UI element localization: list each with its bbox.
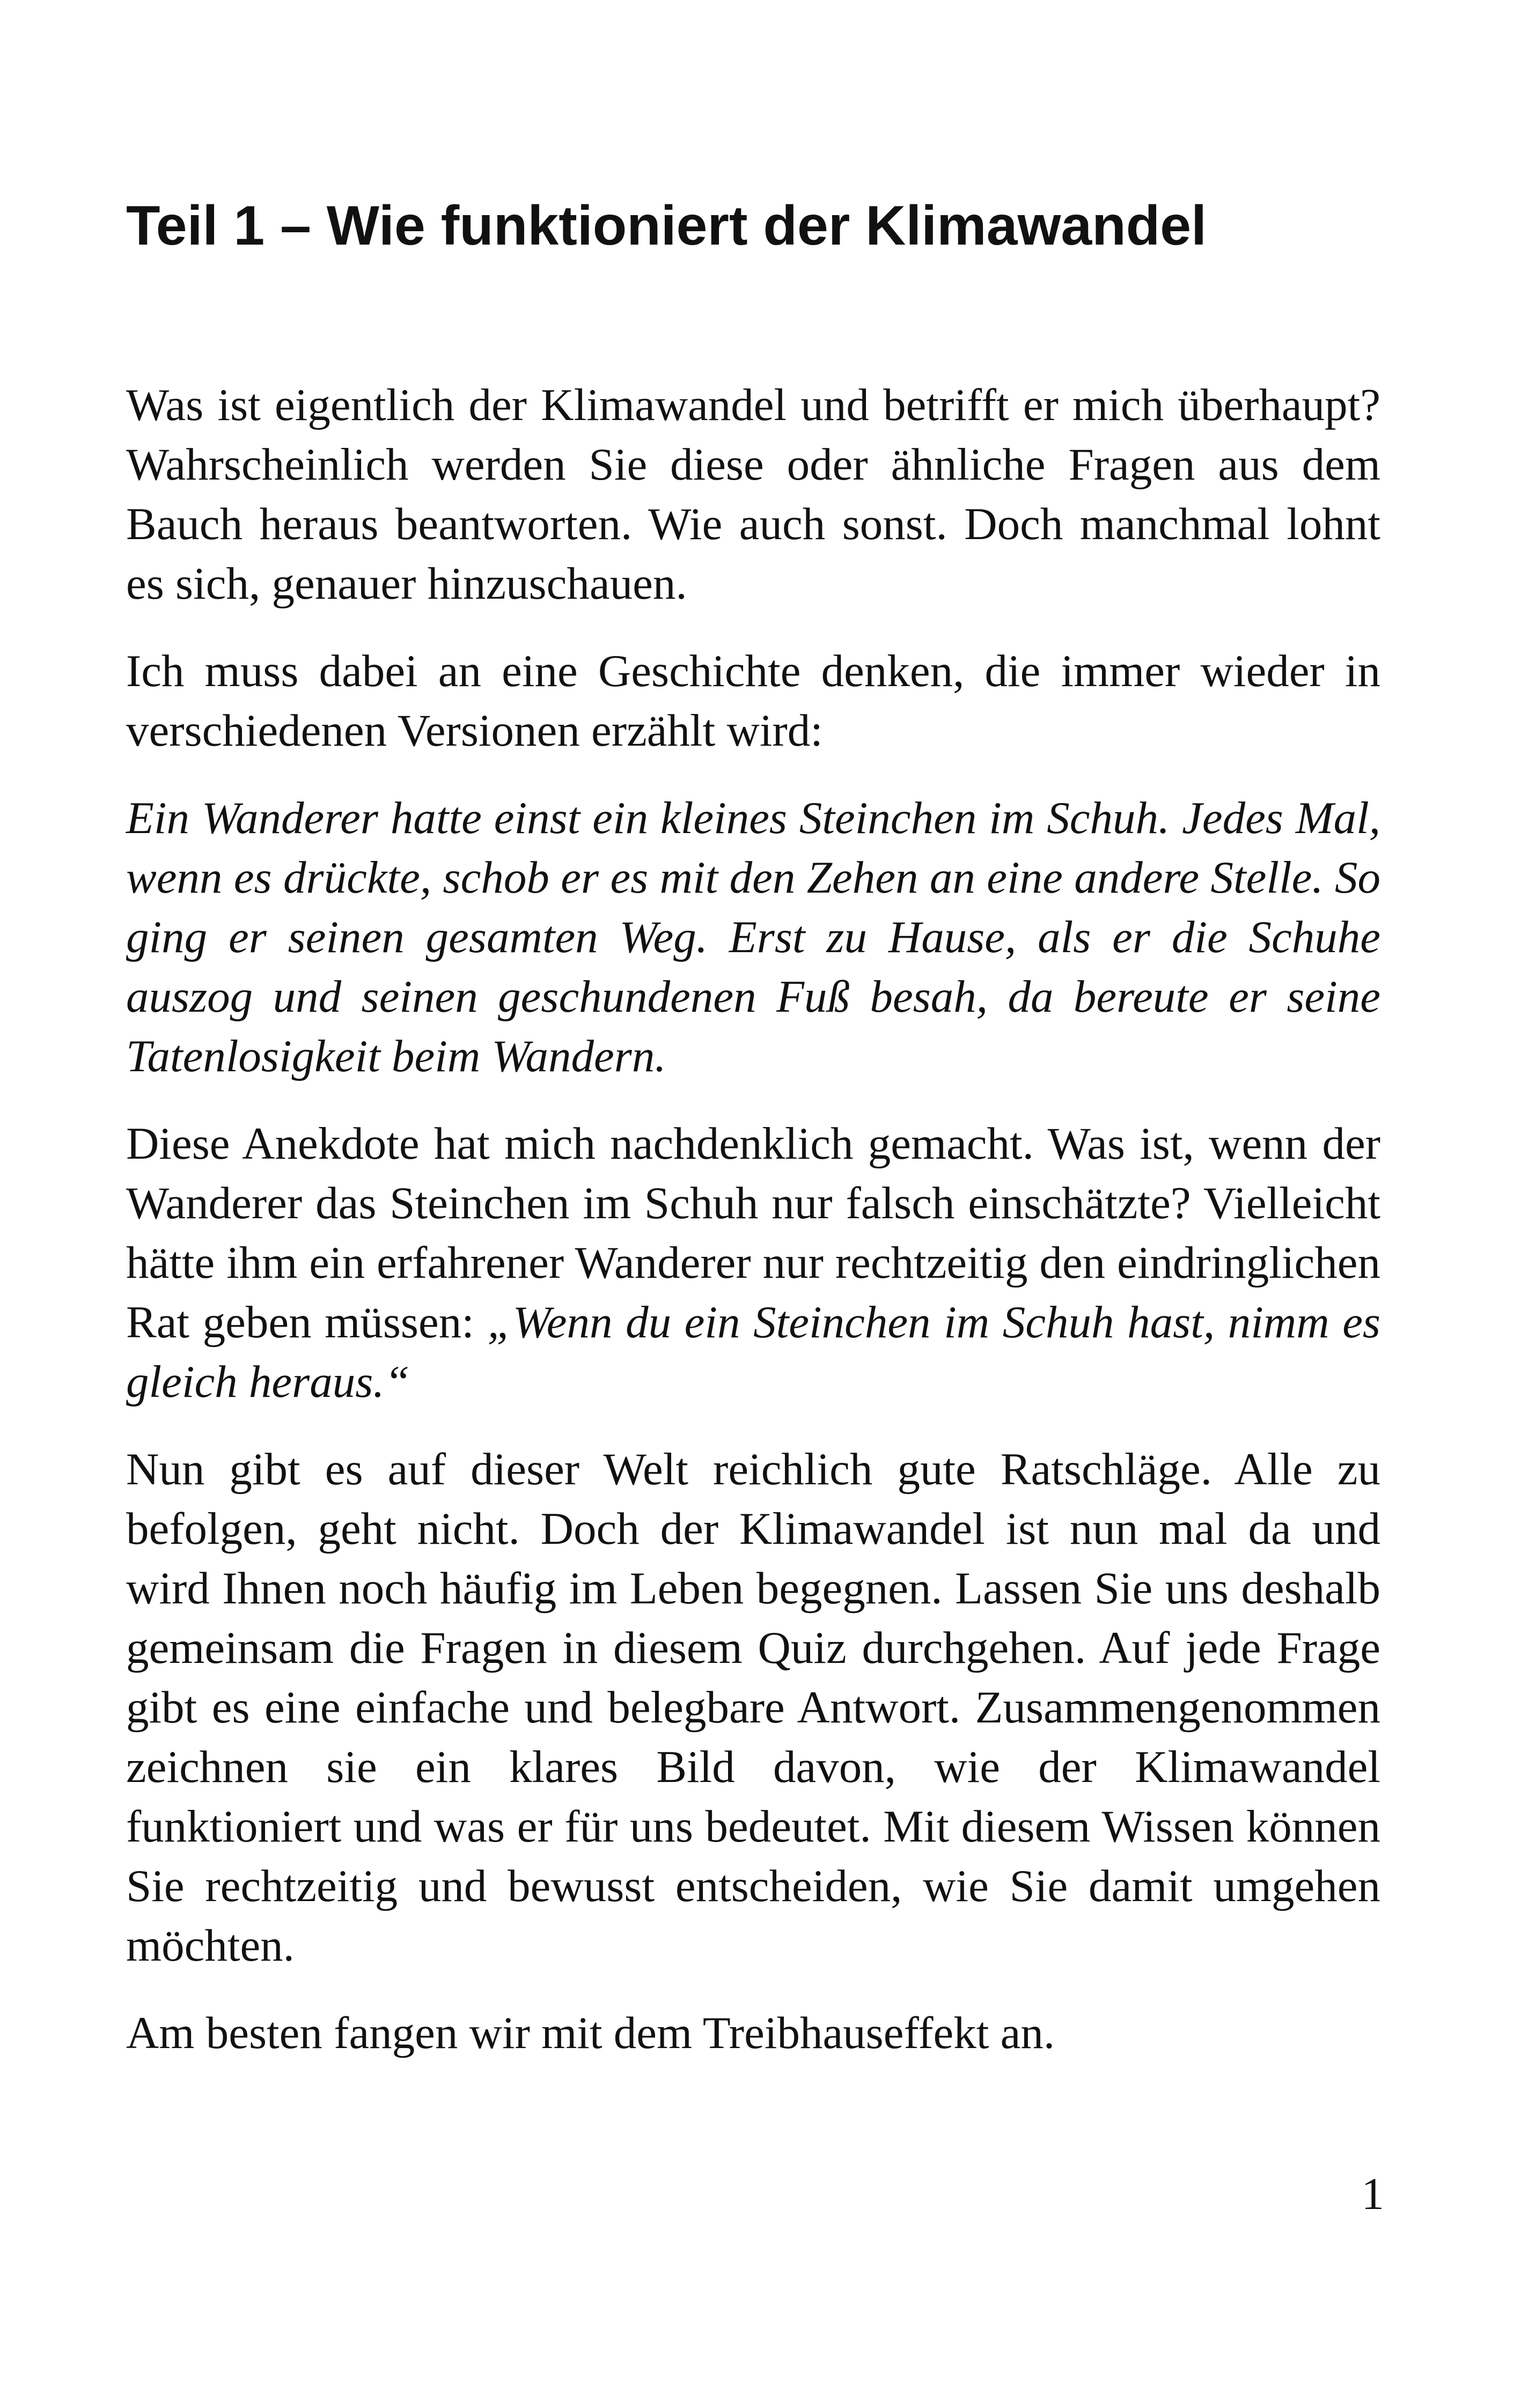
advice-quote: „Wenn du ein Steinchen im Schuh hast, nimm es gleich heraus.“: [126, 1297, 1380, 1407]
paragraph-closing: Am besten fangen wir mit dem Treibhauseffekt an.: [126, 2008, 1055, 2058]
page-number: 1: [1361, 2169, 1384, 2219]
body-text: [126, 375, 1380, 2091]
chapter-heading: Teil 1 – Wie funktioniert der Klimawandel: [126, 195, 1207, 257]
paragraph-advice: Nun gibt es auf dieser Welt reichlich gute Ratschläge. Alle zu befolgen, geht nicht. Doch der Klimawandel ist nun mal da und wird Ihnen noch häufig im Leben begegnen. Lassen Sie uns deshalb gemeinsam die Fragen in diesem Quiz durchgehen. Auf jede Frage gibt es eine einfache und belegbare Antwort. Zusammengenommen zeichnen sie ein klares Bild davon, wie der Klimawandel funktioniert und was er für uns bedeutet. Mit diesem Wissen können Sie rechtzeitig und bewusst entscheiden, wie Sie damit umgehen möchten.: [126, 1444, 1380, 1971]
paragraph-anecdote: Ein Wanderer hatte einst ein kleines Steinchen im Schuh. Jedes Mal, wenn es drückte, schob er es mit den Zehen an eine andere Stelle. So ging er seinen gesamten Weg. Erst zu Hause, als er die Schuhe auszog und seinen geschundenen Fuß besah, da bereute er seine Tatenlosigkeit beim Wandern.: [126, 793, 1380, 1081]
reflection-text: Diese Anekdote hat mich nachdenklich gemacht. Was ist, wenn der Wanderer das Steinchen im Schuh nur falsch einschätzte? Vielleicht hätte ihm ein erfahrener Wanderer nur rechtzeitig den eindringlichen Rat geben müssen:: [126, 1118, 1380, 1347]
paragraph-intro: Was ist eigentlich der Klimawandel und betrifft er mich überhaupt? Wahrscheinlich werden Sie diese oder ähnliche Fragen aus dem Bauch heraus beantworten. Wie auch sonst. Doch manchmal lohnt es sich, genauer hinzuschauen.: [126, 380, 1380, 609]
paragraph-reflection: [126, 1114, 1380, 1412]
paragraph-story-lead: Ich muss dabei an eine Geschichte denken, die immer wieder in verschiedenen Versionen erzählt wird:: [126, 646, 1380, 756]
